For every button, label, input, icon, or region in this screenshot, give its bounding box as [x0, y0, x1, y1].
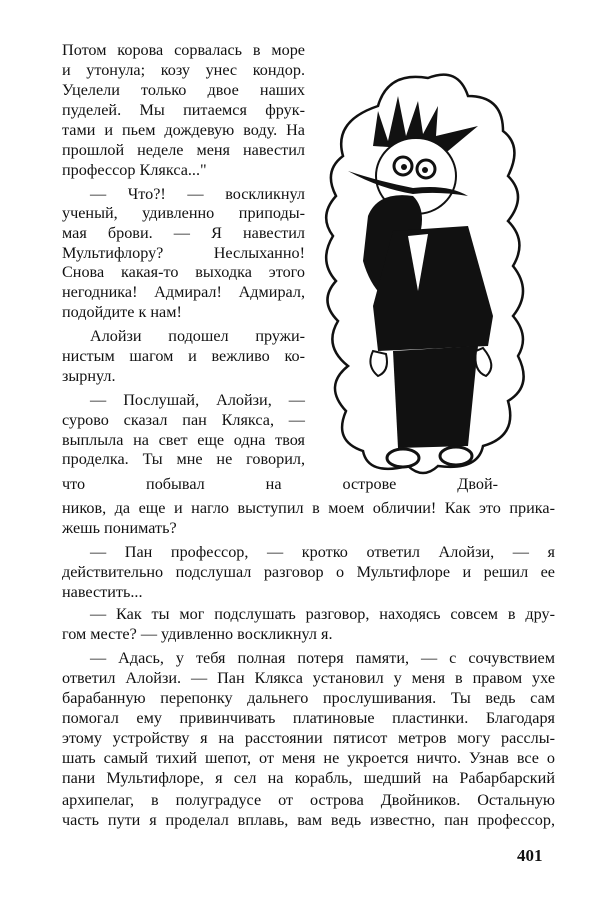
text-line: — Адась, у тебя полная потеря памяти, — с сочувствием: [90, 649, 555, 667]
text-line: нистым шагом и вежливо ко-: [62, 347, 305, 365]
text-line: профессор Клякса...": [62, 161, 207, 179]
text-line: Мультифлору? Неслыханно!: [62, 244, 305, 262]
text-line: ников, да еще и нагло выступил в моем обличии! Как это прика-: [62, 499, 555, 517]
text-line: жешь понимать?: [62, 519, 177, 537]
text-line: проделка. Ты мне не говорил,: [62, 450, 305, 468]
text-line: и утонула; козу унес кондор.: [62, 61, 305, 79]
text-line: архипелаг, в полуградусе от острова Двойников. Остальную: [62, 791, 555, 809]
text-line: Снова какая-то выходка этого: [62, 263, 305, 281]
text-line: барабанную перепонку дальнего прослушивания. Ты ведь сам: [62, 689, 555, 707]
page-number: 401: [517, 846, 543, 865]
text-line: навестить...: [62, 583, 143, 601]
text-line: подойдите к нам!: [62, 303, 182, 321]
text-line: ученый, удивленно приподы-: [62, 204, 305, 222]
text-line: шать самый тихий шепот, от меня не укроется ничто. Узнав все о: [62, 749, 555, 767]
text-line: что побывал на острове Двой-: [62, 475, 498, 493]
text-line: часть пути я проделал вплавь, вам ведь известно, пан профессор,: [62, 811, 555, 829]
text-line: помогал ему привинчивать платиновые пластинки. Благодаря: [62, 709, 555, 727]
text-line: мая брови. — Я навестил: [62, 224, 305, 242]
text-line: сурово сказал пан Клякса, —: [62, 411, 305, 429]
text-line: — Что?! — воскликнул: [90, 185, 305, 203]
text-line: выплыла на свет еще одна твоя: [62, 431, 305, 449]
text-line: прошлой неделе меня навестил: [62, 141, 305, 159]
text-line: этому устройству я на расстоянии пятисот метров могу расслы-: [62, 729, 555, 747]
text-line: ответил Алойзи. — Пан Клякса установил у меня в правом ухе: [62, 669, 555, 687]
text-line: пани Мультифлоре, я сел на корабль, шедший на Рабарбарский: [62, 769, 555, 787]
text-line: негодника! Адмирал! Адмирал,: [62, 283, 305, 301]
text-line: — Пан профессор, — кротко ответил Алойзи, — я: [90, 543, 555, 561]
text-line: зырнул.: [62, 367, 116, 385]
text-line: Потом корова сорвалась в море: [62, 41, 305, 59]
illustration-man-in-cloud: [318, 66, 530, 480]
text-line: действительно подслушал разговор о Мультифлоре и решил ее: [62, 563, 555, 581]
text-line: Алойзи подошел пружи-: [90, 327, 305, 345]
text-line: Уцелели только двое наших: [62, 81, 305, 99]
text-line: — Как ты мог подслушать разговор, находясь совсем в дру-: [90, 605, 555, 623]
text-line: тами и пьем дождевую воду. На: [62, 121, 305, 139]
text-line: гом месте? — удивленно воскликнул я.: [62, 625, 333, 643]
text-line: пуделей. Мы питаемся фрук-: [62, 101, 305, 119]
text-line: — Послушай, Алойзи, —: [90, 391, 305, 409]
